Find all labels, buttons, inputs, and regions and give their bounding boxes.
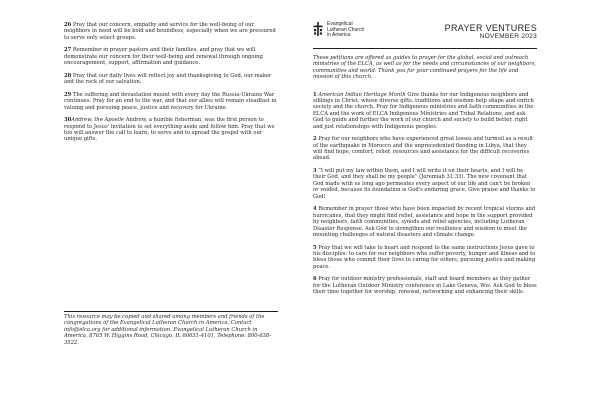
petition-item (313, 276, 537, 295)
petition-item (64, 117, 278, 143)
petition-number: 4 (313, 206, 317, 213)
petition-item (64, 92, 278, 111)
right-column (313, 22, 537, 302)
petition-number: 1 (313, 91, 317, 98)
petition-number: 29 (64, 91, 72, 98)
petition-text: Pray for our neighbors who have experienced great losses and turmoil as a result of the earthquake in Morocco and the unprecedented flooding in Libya, that they will find hope, comfort, relief, resources and assistance for the difficult recoveries ahead. (313, 136, 534, 162)
petition-item (313, 245, 537, 271)
petition-text: Remember in prayer pastors and their families, and pray that we will demonstrate our concern for their well-being and renewal through ongoing encouragement, support, affirmation and guidance. (64, 47, 263, 67)
petition-number: 6 (313, 276, 317, 283)
petition-text: Give thanks for our Indigenous neighbors and siblings in Christ, whose diverse gifts, traditions and wisdom help shape and enrich society and the church. Pray for Indigenous ministries and faith communities in the ELCA and the work of ELCA Indigenous Ministries and Tribal Relations, and ask God to guide and further the work of our church and society to build better, right and just relationships with Indigenous peoples. (313, 91, 534, 130)
petition-number: 30 (64, 117, 72, 124)
header-divider (313, 48, 537, 49)
petition-item (313, 136, 537, 162)
petition-text: Andrew, a humble fisherman, was the first person to respond to Jesus' invitation to set everything aside and follow him. Pray that we too will answer the call to learn, to serve and to spread the gospel with our unique gifts. (64, 117, 275, 143)
intro-paragraph: These petitions are offered as guides to prayer for the global, social and outreach ministries of the ELCA, as well as for the needs and circumstances of our neighbors, communities and world. Thank you for your continued prayers for the life and mission of this church. (313, 55, 536, 81)
page-subtitle: NOVEMBER 2023 (479, 33, 537, 40)
petition-text: Remember in prayer those who have been impacted by recent tropical storms and hurricanes, that they might find relief, assistance and hope in the support provided by neighbors, faith communities, synods and relief agencies, including Lutheran Disaster Response. Ask God to strengthen our resilience and wisdom to meet the mounting challenges of natural disasters and climate change. (313, 206, 536, 238)
left-column (64, 22, 278, 149)
petition-text: Pray that we will take to heart and respond to the same instructions Jesus gave to his disciples: to care for our neighbors who suffer poverty, hunger and illness and to bless those who commit their lives to caring for others, pursuing justice and making peace. (313, 244, 536, 270)
petition-item (313, 92, 537, 130)
title-block (445, 23, 537, 41)
petition-item (64, 73, 278, 86)
logo-wordmark (327, 22, 364, 39)
petition-text: “I will put my law within them, and I will write it on their hearts, and I will be their God, and they shall be my people” (Jeremiah 31:33). The new covenant that God made with us long ago permeates every aspect of our life and can't be broken or voided, because its foundation is God's enduring grace. Give praise and thanks to God! (313, 168, 536, 200)
page-title: PRAYER VENTURES (444, 23, 537, 33)
footer-notice: This resource may be copied and shared among members and friends of the congregations of the Evangelical Lutheran Church in America. Contact info@elca.org for additional information. Evangelical Lutheran Church in America, 8765 W. Higgins Road, Chicago, IL 60631-4101, Telephone: 800-638-3522. (64, 314, 271, 346)
logo-line: in America (327, 32, 351, 39)
petition-text: Pray that our concern, empathy and service for the well-being of our neighbors in need will be bold and boundless, especially when we are pressured to serve only select groups. (64, 22, 276, 41)
petition-text: The suffering and devastation mount with every day the Russia-Ukraine War continues. Pray for an end to the war, and that our allies will remain steadfast in valuing and pursuing peace, justice and recovery for Ukraine. (64, 91, 277, 111)
petition-heading: Andrew, the Apostle (71, 117, 125, 124)
petition-item (313, 168, 537, 200)
elca-cross-logo-icon (313, 22, 323, 36)
logo-line: Evangelical (327, 21, 353, 27)
petition-number: 28 (64, 72, 72, 79)
petition-number: 3 (313, 168, 317, 175)
elca-logo (313, 22, 364, 39)
petition-heading: American Indian Heritage Month (318, 91, 406, 98)
petition-number: 5 (313, 244, 317, 251)
petition-item (313, 206, 537, 238)
petition-number: 26 (64, 22, 72, 28)
logo-line: Lutheran Church (327, 26, 365, 33)
petition-item (64, 47, 278, 66)
petition-number: 2 (313, 136, 317, 143)
petition-text: Pray that our daily lives will reflect joy and thanksgiving to God, our maker and the rock of our salvation. (64, 72, 272, 86)
petition-item (64, 22, 278, 41)
petition-number: 27 (64, 47, 72, 54)
petition-text: Pray for outdoor ministry professionals, staff and board members as they gather for the Lutheran Outdoor Ministry conference in Lake Geneva, Wis. Ask God to bless their time together for worship, renewal, networking and enhancing their skills. (313, 276, 537, 296)
page-header (313, 22, 537, 48)
footer-divider (64, 311, 278, 312)
